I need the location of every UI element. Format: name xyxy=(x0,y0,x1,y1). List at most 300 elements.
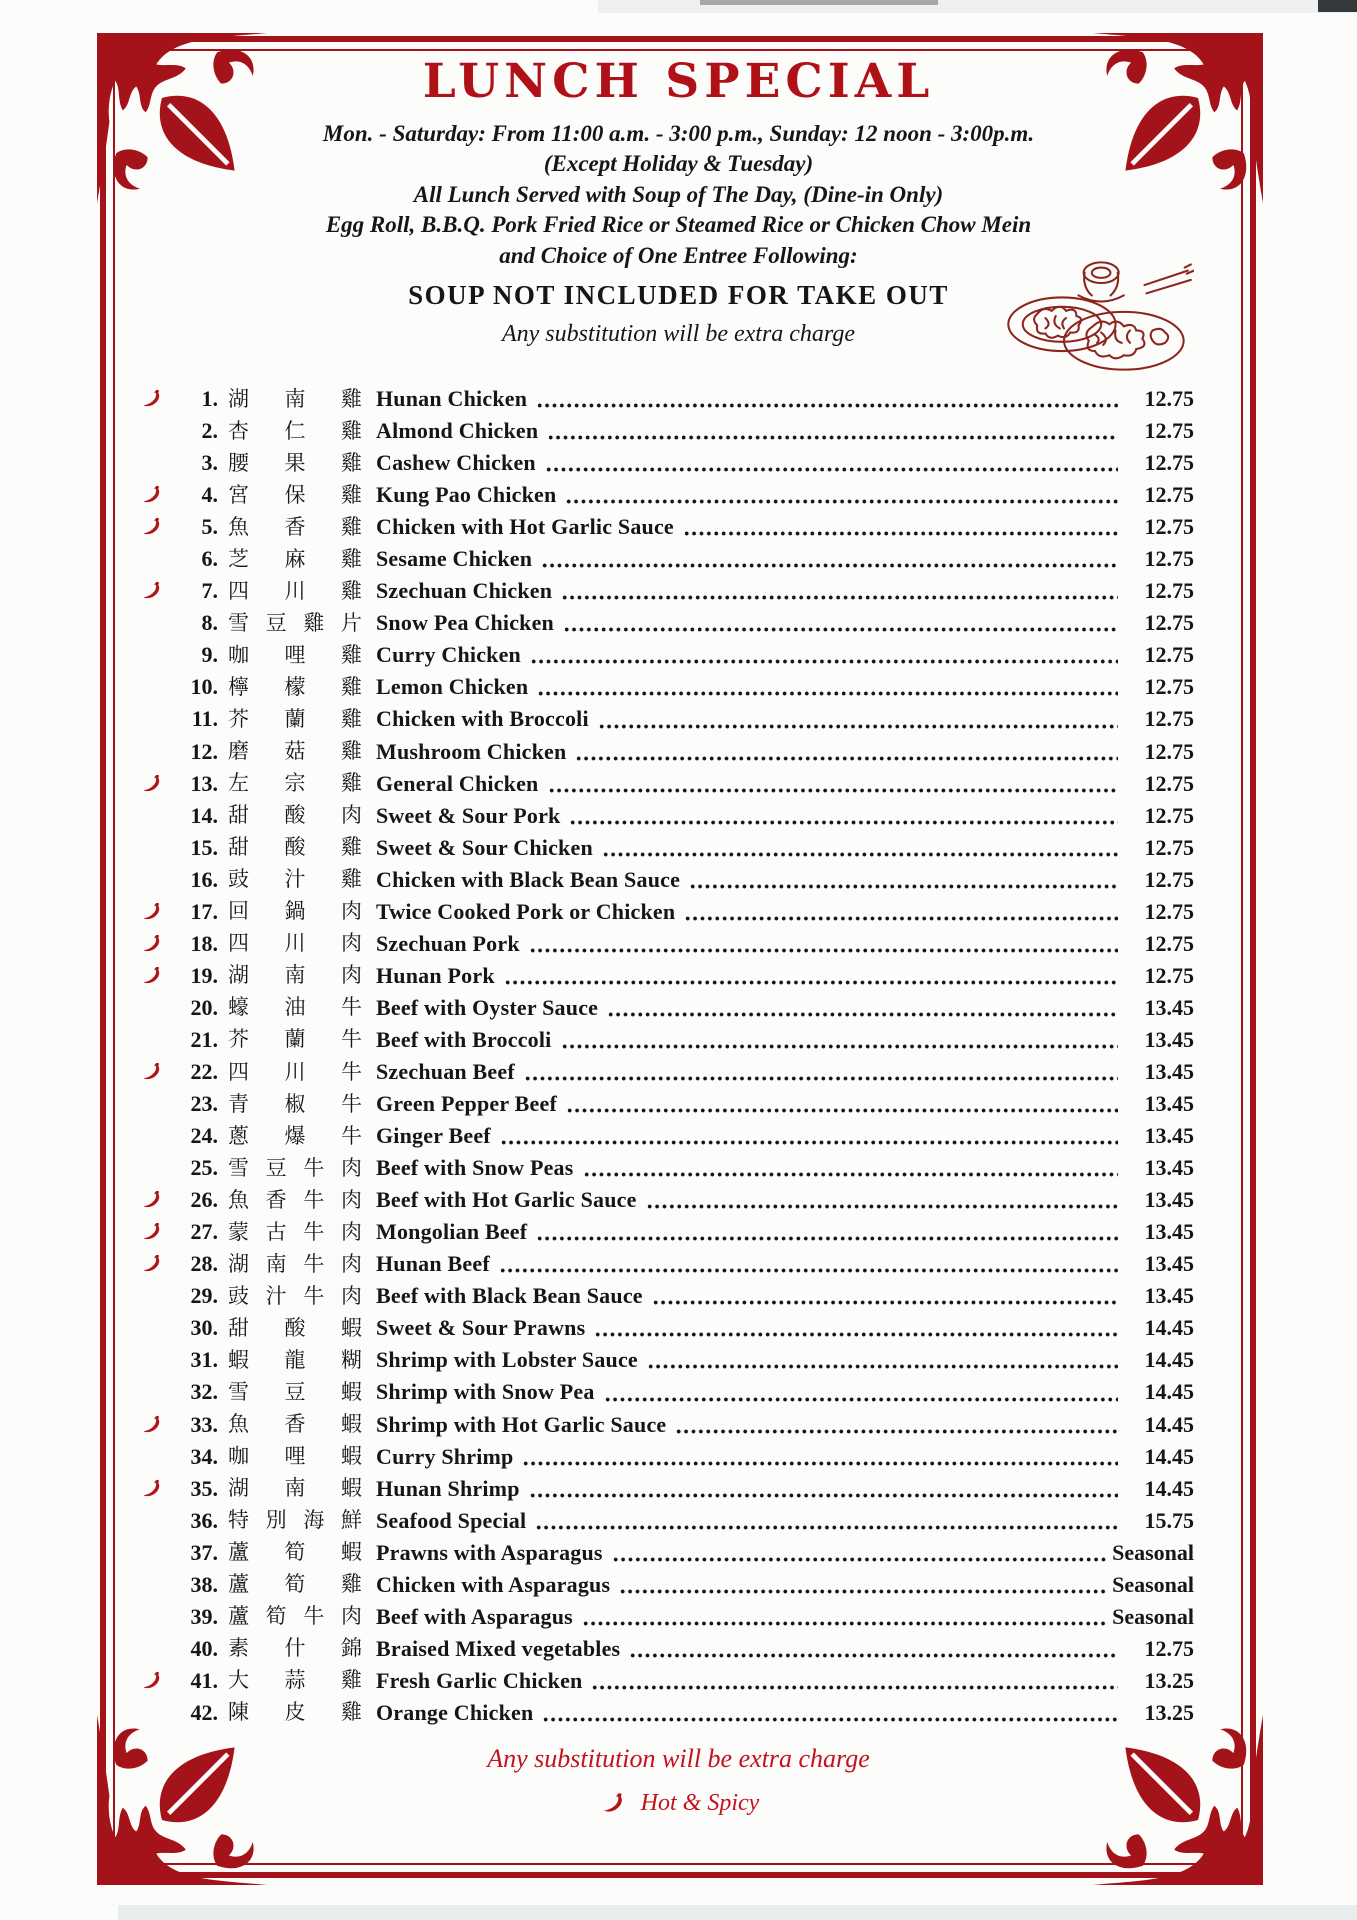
chinese-character: 牛 xyxy=(303,1604,325,1629)
chinese-character: 牛 xyxy=(303,1155,325,1180)
menu-item-row xyxy=(138,415,1194,447)
menu-item-row xyxy=(138,800,1194,832)
chili-icon xyxy=(138,387,172,411)
item-number: 38. xyxy=(190,1571,218,1597)
chinese-character: 宗 xyxy=(284,771,306,796)
dot-leader xyxy=(541,563,1118,568)
menu-item-row xyxy=(138,1312,1194,1344)
scan-edge-artifact xyxy=(700,0,938,5)
item-name-english: Sweet & Sour Chicken xyxy=(376,834,593,860)
menu-item-row xyxy=(138,1248,1194,1280)
chinese-character: 雞 xyxy=(341,771,362,796)
item-number: 30. xyxy=(190,1315,218,1341)
chili-icon xyxy=(138,900,172,924)
chinese-character: 筍 xyxy=(265,1604,287,1629)
item-number: 34. xyxy=(190,1443,218,1469)
dot-leader xyxy=(529,948,1118,953)
menu-item-row xyxy=(138,1537,1194,1569)
chinese-character: 雞 xyxy=(341,546,362,571)
item-name-english: Mongolian Beef xyxy=(376,1219,528,1245)
menu-list xyxy=(138,383,1194,1729)
menu-item-row xyxy=(138,1152,1194,1184)
menu-item-row xyxy=(138,960,1194,992)
item-name-chinese xyxy=(228,1606,362,1627)
menu-item-row xyxy=(138,543,1194,575)
item-price: 13.45 xyxy=(1144,1091,1194,1117)
chinese-character: 南 xyxy=(265,1251,287,1276)
chinese-character: 雞 xyxy=(341,482,362,507)
item-number: 20. xyxy=(190,994,218,1020)
menu-item-row xyxy=(138,1088,1194,1120)
chinese-character: 雞 xyxy=(341,867,362,892)
menu-item-row xyxy=(138,1697,1194,1729)
menu-item-row xyxy=(138,1601,1194,1633)
item-name-english: Beef with Black Bean Sauce xyxy=(376,1283,643,1309)
item-name-english: Prawns with Asparagus xyxy=(376,1539,603,1565)
dot-leader xyxy=(675,1429,1118,1434)
menu-item-row xyxy=(138,1633,1194,1665)
menu-item-row xyxy=(138,1056,1194,1088)
menu-item-row xyxy=(138,1120,1194,1152)
chinese-character: 甜 xyxy=(228,835,249,860)
menu-item-row xyxy=(138,1473,1194,1505)
dot-leader xyxy=(619,1589,1106,1594)
chinese-character: 魚 xyxy=(228,1412,249,1437)
item-name-english: Twice Cooked Pork or Chicken xyxy=(376,898,676,924)
item-name-english: Beef with Asparagus xyxy=(376,1603,573,1629)
dot-leader xyxy=(598,724,1118,729)
dot-leader xyxy=(565,499,1118,504)
chinese-character: 蝦 xyxy=(341,1379,362,1404)
chinese-character: 豉 xyxy=(228,867,249,892)
chinese-character: 特 xyxy=(228,1508,249,1533)
item-price: 12.75 xyxy=(1144,578,1194,604)
item-number: 11. xyxy=(191,706,218,732)
item-name-chinese xyxy=(228,1123,362,1148)
item-number: 22. xyxy=(190,1059,218,1084)
item-number: 27. xyxy=(190,1219,218,1245)
item-price: 13.45 xyxy=(1144,1059,1194,1084)
chinese-character: 蝦 xyxy=(341,1412,362,1437)
chinese-character: 別 xyxy=(265,1508,287,1533)
item-name-english: Mushroom Chicken xyxy=(376,738,567,764)
menu-item-row xyxy=(138,1441,1194,1473)
chinese-character: 南 xyxy=(284,1476,306,1501)
chinese-character: 牛 xyxy=(303,1251,325,1276)
item-name-english: Cashew Chicken xyxy=(376,450,536,476)
item-number: 2. xyxy=(201,418,218,444)
item-price: 12.75 xyxy=(1144,706,1194,732)
item-name-chinese xyxy=(228,1542,362,1563)
item-name-english: Chicken with Black Bean Sauce xyxy=(376,866,681,892)
item-price: 13.45 xyxy=(1144,1123,1194,1149)
item-price: 13.45 xyxy=(1144,1251,1194,1277)
dot-leader xyxy=(646,1204,1118,1209)
chinese-character: 回 xyxy=(228,899,249,924)
chinese-character: 宮 xyxy=(228,482,249,507)
item-name-chinese xyxy=(228,482,362,507)
item-number: 25. xyxy=(190,1155,218,1181)
item-name-chinese xyxy=(228,610,362,635)
spicy-legend-label: Hot & Spicy xyxy=(640,1790,760,1816)
chinese-character: 雞 xyxy=(303,610,325,635)
dot-leader xyxy=(575,756,1118,761)
chinese-character: 雞 xyxy=(341,1668,362,1693)
chinese-character: 杏 xyxy=(228,418,249,443)
item-price: 12.75 xyxy=(1144,450,1194,476)
item-number: 29. xyxy=(190,1283,218,1309)
item-number: 26. xyxy=(190,1187,218,1213)
item-name-english: Braised Mixed vegetables xyxy=(376,1635,621,1661)
item-name-chinese xyxy=(228,642,362,667)
item-price: 12.75 xyxy=(1144,642,1194,668)
item-name-chinese xyxy=(228,837,362,858)
item-name-english: Sweet & Sour Pork xyxy=(376,802,561,828)
item-number: 5. xyxy=(201,514,218,540)
item-name-english: General Chicken xyxy=(376,770,539,796)
item-price: 14.45 xyxy=(1144,1315,1194,1341)
chinese-character: 雞 xyxy=(341,1700,362,1725)
chinese-character: 湖 xyxy=(228,963,249,988)
menu-item-row xyxy=(138,1505,1194,1537)
menu-item-row xyxy=(138,896,1194,928)
spicy-legend xyxy=(0,1790,1357,1817)
chinese-character: 牛 xyxy=(303,1219,325,1244)
chinese-character: 雞 xyxy=(341,1572,362,1597)
item-name-chinese xyxy=(228,1414,362,1435)
item-name-chinese xyxy=(228,1347,362,1372)
menu-item-row xyxy=(138,1376,1194,1408)
dot-leader xyxy=(582,1621,1106,1626)
item-number: 42. xyxy=(190,1699,218,1725)
item-name-chinese xyxy=(228,674,362,699)
chinese-character: 芥 xyxy=(228,706,249,731)
chinese-character: 菇 xyxy=(284,739,306,764)
item-number: 18. xyxy=(190,930,218,956)
chili-icon xyxy=(138,1413,172,1437)
dot-leader xyxy=(563,627,1118,632)
chinese-character: 檬 xyxy=(284,674,306,699)
chili-icon xyxy=(138,1060,172,1084)
item-price: 12.75 xyxy=(1144,418,1194,444)
item-name-chinese xyxy=(228,706,362,731)
item-price: 12.75 xyxy=(1144,834,1194,860)
menu-item-row xyxy=(138,736,1194,768)
chinese-character: 糊 xyxy=(341,1347,362,1372)
chinese-character: 蠔 xyxy=(228,995,249,1020)
chinese-character: 肉 xyxy=(341,899,362,924)
item-name-chinese xyxy=(228,1283,362,1308)
chinese-character: 肉 xyxy=(340,1187,362,1212)
item-name-english: Chicken with Hot Garlic Sauce xyxy=(376,514,674,540)
item-name-english: Fresh Garlic Chicken xyxy=(376,1667,583,1693)
chinese-character: 雪 xyxy=(228,610,249,635)
chinese-character: 古 xyxy=(265,1219,287,1244)
menu-item-row xyxy=(138,1344,1194,1376)
dot-leader xyxy=(536,1236,1118,1241)
item-price: 13.45 xyxy=(1144,1283,1194,1309)
chinese-character: 四 xyxy=(228,1059,249,1084)
dot-leader xyxy=(629,1653,1118,1658)
item-name-english: Curry Chicken xyxy=(376,642,521,668)
dot-leader xyxy=(530,659,1118,664)
menu-item-row xyxy=(138,928,1194,960)
item-number: 24. xyxy=(190,1123,218,1149)
dot-leader xyxy=(545,467,1118,472)
item-price: 15.75 xyxy=(1144,1507,1194,1533)
item-price: 12.75 xyxy=(1144,866,1194,892)
item-name-english: Beef with Oyster Sauce xyxy=(376,994,599,1020)
item-name-chinese xyxy=(228,1029,362,1050)
item-price: 13.45 xyxy=(1144,1026,1194,1052)
item-price: Seasonal xyxy=(1112,1603,1194,1629)
item-price: 12.75 xyxy=(1144,1635,1194,1661)
chinese-character: 雞 xyxy=(341,642,362,667)
menu-item-row xyxy=(138,1409,1194,1441)
item-name-english: Green Pepper Beef xyxy=(376,1091,557,1117)
item-price: 12.75 xyxy=(1144,770,1194,796)
item-name-english: Szechuan Beef xyxy=(376,1059,515,1084)
item-name-english: Hunan Pork xyxy=(376,962,495,988)
chinese-character: 蘭 xyxy=(284,706,306,731)
item-name-chinese xyxy=(228,933,362,954)
chili-icon xyxy=(598,1790,625,1817)
chinese-character: 果 xyxy=(284,450,306,475)
menu-item-row xyxy=(138,383,1194,415)
item-name-english: Chicken with Asparagus xyxy=(376,1571,611,1597)
item-name-chinese xyxy=(228,450,362,475)
chinese-character: 豆 xyxy=(265,610,287,635)
chinese-character: 保 xyxy=(284,482,306,507)
item-name-english: Hunan Beef xyxy=(376,1251,490,1277)
served-line: All Lunch Served with Soup of The Day, (Dine-in Only) xyxy=(413,181,944,207)
dot-leader xyxy=(542,1717,1118,1722)
item-number: 33. xyxy=(190,1411,218,1437)
item-price: 12.75 xyxy=(1144,610,1194,636)
chili-icon xyxy=(138,579,172,603)
item-name-english: Ginger Beef xyxy=(376,1123,491,1149)
item-price: 13.45 xyxy=(1144,1219,1194,1245)
menu-item-row xyxy=(138,671,1194,703)
item-number: 8. xyxy=(201,610,218,636)
dot-leader xyxy=(612,1557,1106,1562)
chinese-character: 什 xyxy=(284,1636,306,1661)
item-price: 12.75 xyxy=(1144,482,1194,508)
chinese-character: 豉 xyxy=(228,1283,249,1308)
chinese-character: 咖 xyxy=(228,1444,249,1469)
item-name-chinese xyxy=(228,386,362,411)
item-price: 12.75 xyxy=(1144,386,1194,412)
item-price: 13.45 xyxy=(1144,1155,1194,1181)
item-name-english: Beef with Hot Garlic Sauce xyxy=(376,1187,637,1213)
dot-leader xyxy=(529,1493,1118,1498)
chinese-character: 雞 xyxy=(341,739,362,764)
item-price: 12.75 xyxy=(1144,898,1194,924)
item-number: 13. xyxy=(190,770,218,796)
item-number: 23. xyxy=(190,1091,218,1117)
chinese-character: 汁 xyxy=(265,1283,287,1308)
item-price: Seasonal xyxy=(1112,1571,1194,1597)
item-name-chinese xyxy=(228,773,362,794)
chinese-character: 鮮 xyxy=(340,1508,362,1533)
chinese-character: 牛 xyxy=(341,1091,362,1116)
menu-item-row xyxy=(138,1216,1194,1248)
item-name-chinese xyxy=(228,514,362,539)
dot-leader xyxy=(524,1076,1118,1081)
item-price: 14.45 xyxy=(1144,1347,1194,1373)
chinese-character: 芥 xyxy=(228,1027,249,1052)
menu-item-row xyxy=(138,511,1194,543)
menu-item-row xyxy=(138,768,1194,800)
chinese-character: 筍 xyxy=(284,1540,306,1565)
item-name-english: Sweet & Sour Prawns xyxy=(376,1315,586,1341)
item-number: 35. xyxy=(190,1475,218,1501)
chinese-character: 牛 xyxy=(303,1283,325,1308)
chinese-character: 海 xyxy=(303,1508,325,1533)
chinese-character: 酸 xyxy=(284,803,306,828)
dot-leader xyxy=(652,1300,1118,1305)
item-name-english: Shrimp with Lobster Sauce xyxy=(376,1347,638,1373)
item-name-chinese xyxy=(228,997,362,1018)
chinese-character: 香 xyxy=(284,514,306,539)
page-title: LUNCH SPECIAL xyxy=(422,54,935,109)
hours-line: Mon. - Saturday: From 11:00 a.m. - 3:00 p.m., Sunday: 12 noon - 3:00p.m. xyxy=(322,120,1035,146)
chinese-character: 四 xyxy=(228,931,249,956)
item-name-english: Lemon Chicken xyxy=(376,674,529,700)
dot-leader xyxy=(602,852,1118,857)
item-number: 9. xyxy=(201,642,218,668)
item-price: 13.25 xyxy=(1144,1699,1194,1725)
chinese-character: 湖 xyxy=(228,1476,249,1501)
item-name-english: Snow Pea Chicken xyxy=(376,610,554,636)
item-price: Seasonal xyxy=(1112,1539,1194,1565)
chinese-character: 南 xyxy=(284,386,306,411)
chinese-character: 牛 xyxy=(303,1187,325,1212)
dot-leader xyxy=(583,1172,1118,1177)
item-number: 21. xyxy=(190,1026,218,1052)
chili-icon xyxy=(138,1188,172,1212)
menu-item-row xyxy=(138,1569,1194,1601)
item-number: 1. xyxy=(201,386,218,412)
item-price: 12.75 xyxy=(1144,674,1194,700)
chinese-character: 陳 xyxy=(228,1700,249,1725)
chinese-character: 酸 xyxy=(284,835,306,860)
chinese-character: 磨 xyxy=(228,739,249,764)
chinese-character: 仁 xyxy=(284,418,306,443)
chinese-character: 素 xyxy=(228,1636,249,1661)
chinese-character: 蝦 xyxy=(341,1444,362,1469)
item-price: 13.45 xyxy=(1144,1187,1194,1213)
chinese-character: 豆 xyxy=(284,1379,306,1404)
chinese-character: 魚 xyxy=(228,514,249,539)
item-number: 40. xyxy=(190,1635,218,1661)
chinese-character: 蘭 xyxy=(284,1027,306,1052)
chinese-character: 魚 xyxy=(228,1187,249,1212)
item-name-chinese xyxy=(228,741,362,762)
item-name-chinese xyxy=(228,1702,362,1723)
menu-item-row xyxy=(138,639,1194,671)
dot-leader xyxy=(548,788,1119,793)
dot-leader xyxy=(504,980,1118,985)
chinese-character: 雞 xyxy=(341,674,362,699)
item-price: 12.75 xyxy=(1144,546,1194,572)
item-price: 14.45 xyxy=(1144,1411,1194,1437)
chinese-character: 蝦 xyxy=(341,1315,362,1340)
chinese-character: 肉 xyxy=(341,803,362,828)
chinese-character: 豆 xyxy=(265,1155,287,1180)
item-name-chinese xyxy=(228,1155,362,1180)
item-name-chinese xyxy=(228,1446,362,1467)
item-number: 16. xyxy=(190,866,218,892)
chinese-character: 蝦 xyxy=(228,1347,249,1372)
chili-icon xyxy=(138,1669,172,1693)
chili-icon xyxy=(138,515,172,539)
dot-leader xyxy=(683,531,1118,536)
item-name-chinese xyxy=(228,418,362,443)
chinese-character: 蒙 xyxy=(228,1219,249,1244)
chili-icon xyxy=(138,1252,172,1276)
item-price: 12.75 xyxy=(1144,930,1194,956)
item-name-chinese xyxy=(228,1670,362,1691)
chinese-character: 麻 xyxy=(284,546,306,571)
chinese-character: 汁 xyxy=(284,867,306,892)
chinese-character: 蔥 xyxy=(228,1123,249,1148)
chinese-character: 皮 xyxy=(284,1700,306,1725)
chinese-character: 肉 xyxy=(341,963,362,988)
chinese-character: 雪 xyxy=(228,1155,249,1180)
chinese-character: 湖 xyxy=(228,386,249,411)
item-price: 14.45 xyxy=(1144,1443,1194,1469)
item-number: 3. xyxy=(201,450,218,476)
dot-leader xyxy=(535,1525,1118,1530)
food-plates-illustration xyxy=(998,250,1194,392)
substitution-note: Any substitution will be extra charge xyxy=(501,321,856,348)
item-number: 10. xyxy=(190,674,218,700)
soup-notice: SOUP NOT INCLUDED FOR TAKE OUT xyxy=(408,280,949,311)
item-name-english: Szechuan Chicken xyxy=(376,578,553,604)
choice-line: and Choice of One Entree Following: xyxy=(499,242,858,268)
item-name-chinese xyxy=(228,1251,362,1276)
item-price: 12.75 xyxy=(1144,962,1194,988)
dot-leader xyxy=(537,691,1118,696)
item-name-english: Hunan Chicken xyxy=(376,386,528,412)
chinese-character: 牛 xyxy=(341,1123,362,1148)
item-number: 6. xyxy=(201,546,218,572)
chinese-character: 肉 xyxy=(340,1604,362,1629)
chinese-character: 肉 xyxy=(340,1219,362,1244)
chinese-character: 牛 xyxy=(341,995,362,1020)
footer-substitution-note: Any substitution will be extra charge xyxy=(487,1744,870,1773)
chinese-character: 片 xyxy=(340,610,362,635)
item-name-chinese xyxy=(228,1219,362,1244)
item-number: 31. xyxy=(190,1347,218,1373)
chinese-character: 油 xyxy=(284,995,306,1020)
dot-leader xyxy=(607,1012,1118,1017)
item-number: 12. xyxy=(190,738,218,764)
menu-item-row xyxy=(138,1665,1194,1697)
chinese-character: 龍 xyxy=(284,1347,306,1372)
dot-leader xyxy=(591,1685,1118,1690)
chinese-character: 牛 xyxy=(341,1027,362,1052)
item-name-chinese xyxy=(228,965,362,986)
item-name-english: Beef with Broccoli xyxy=(376,1026,552,1052)
except-line: (Except Holiday & Tuesday) xyxy=(543,151,814,177)
chinese-character: 左 xyxy=(228,771,249,796)
item-name-chinese xyxy=(228,1379,362,1404)
dot-leader xyxy=(689,884,1118,889)
menu-item-row xyxy=(138,832,1194,864)
chinese-character: 甜 xyxy=(228,1315,249,1340)
